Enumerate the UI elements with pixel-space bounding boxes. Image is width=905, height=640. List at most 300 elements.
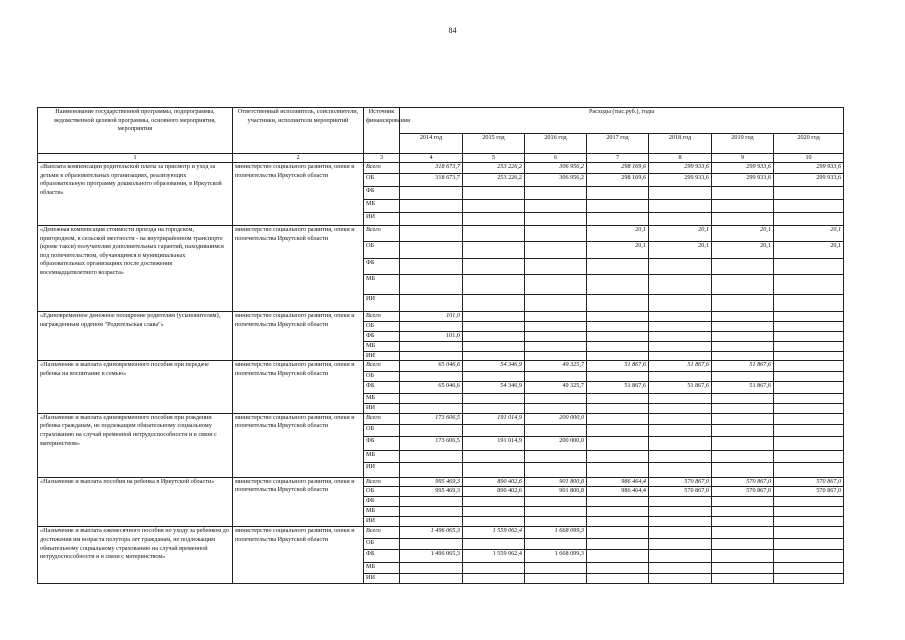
funding-source: ОБ xyxy=(364,242,400,259)
expense-value: 173 606,5 xyxy=(400,436,463,450)
expense-value: 51 867,6 xyxy=(712,381,774,393)
funding-source: МБ xyxy=(364,341,400,351)
expense-value xyxy=(400,187,463,200)
expense-value xyxy=(774,200,844,213)
expense-value xyxy=(712,259,774,275)
expense-value xyxy=(649,424,712,436)
funding-source: Всего xyxy=(364,361,400,372)
expense-value xyxy=(587,393,649,403)
expense-value xyxy=(400,574,463,584)
expense-value xyxy=(400,393,463,403)
expense-value xyxy=(400,322,463,332)
expense-value xyxy=(525,563,587,574)
expense-value: 65 046,6 xyxy=(400,381,463,393)
column-number: 5 xyxy=(463,154,525,163)
expense-value: 253 226,2 xyxy=(463,163,525,174)
page-number: 84 xyxy=(448,26,457,35)
expense-value xyxy=(649,462,712,477)
funding-source: ФБ xyxy=(364,331,400,341)
expense-value xyxy=(587,497,649,507)
expense-value xyxy=(463,322,525,332)
expense-value xyxy=(525,462,587,477)
column-number: 2 xyxy=(233,154,364,163)
expense-value xyxy=(587,213,649,226)
header-year: 2019 год xyxy=(712,134,774,154)
expense-value xyxy=(712,574,774,584)
expense-value: 51 867,6 xyxy=(712,361,774,372)
expense-value xyxy=(774,424,844,436)
expense-value: 253 226,2 xyxy=(463,174,525,187)
expense-value: 200 000,0 xyxy=(525,436,587,450)
header-source: Источник финансирования xyxy=(364,108,400,154)
expense-value xyxy=(774,574,844,584)
expense-value xyxy=(712,341,774,351)
expense-value xyxy=(525,393,587,403)
expense-value xyxy=(774,381,844,393)
expense-value xyxy=(525,450,587,462)
header-year: 2018 год xyxy=(649,134,712,154)
header-expenses: Расходы (тыс.руб.), годы xyxy=(400,108,844,134)
expense-value: 65 046,6 xyxy=(400,361,463,372)
expense-value xyxy=(774,497,844,507)
expense-value xyxy=(774,213,844,226)
expense-value xyxy=(525,226,587,242)
expense-value xyxy=(587,331,649,341)
expense-value xyxy=(587,517,649,527)
executor: министерство социального развития, опеки и попечительства Иркутской области xyxy=(233,163,364,226)
expense-value xyxy=(587,351,649,361)
expense-value: 299 933,6 xyxy=(774,163,844,174)
header-executor: Ответственный исполнитель, соисполнители, участники, исполнители мероприятий xyxy=(233,108,364,154)
expense-value xyxy=(649,259,712,275)
expense-value xyxy=(712,527,774,539)
expense-value xyxy=(587,462,649,477)
expense-value: 299 933,6 xyxy=(712,174,774,187)
expense-value xyxy=(712,413,774,424)
expense-value: 901 800,8 xyxy=(525,487,587,497)
funding-source: МБ xyxy=(364,200,400,213)
expense-value xyxy=(463,331,525,341)
funding-source: ИИ xyxy=(364,351,400,361)
expense-value xyxy=(774,187,844,200)
expense-value xyxy=(463,200,525,213)
expense-value xyxy=(463,187,525,200)
expense-value: 191 014,9 xyxy=(463,436,525,450)
header-year: 2017 год xyxy=(587,134,649,154)
expense-value xyxy=(463,242,525,259)
expense-value xyxy=(525,275,587,295)
expense-value: 570 867,0 xyxy=(712,487,774,497)
expense-value: 299 933,6 xyxy=(649,163,712,174)
expense-value: 20,1 xyxy=(712,242,774,259)
expense-value xyxy=(649,372,712,382)
expense-value xyxy=(774,322,844,332)
expense-value: 995 469,3 xyxy=(400,487,463,497)
expense-value xyxy=(587,295,649,312)
funding-source: ОБ xyxy=(364,424,400,436)
expense-value: 200 000,0 xyxy=(525,413,587,424)
expense-value xyxy=(587,550,649,563)
expense-value xyxy=(774,527,844,539)
expense-value xyxy=(400,341,463,351)
funding-source: ФБ xyxy=(364,381,400,393)
expense-value xyxy=(649,517,712,527)
expense-value xyxy=(587,341,649,351)
funding-source: МБ xyxy=(364,563,400,574)
expense-value xyxy=(400,450,463,462)
expense-value: 49 325,7 xyxy=(525,361,587,372)
expense-value xyxy=(525,295,587,312)
funding-source: ОБ xyxy=(364,539,400,550)
expense-value xyxy=(774,341,844,351)
funding-source: ОБ xyxy=(364,322,400,332)
expense-value xyxy=(712,403,774,413)
event-name: «Единовременное денежное поощрение родителям (усыновителям), награжденным орденом "Родительская слава"» xyxy=(38,312,233,361)
expense-value xyxy=(463,341,525,351)
expense-value xyxy=(400,497,463,507)
executor: министерство социального развития, опеки и попечительства Иркутской области xyxy=(233,477,364,527)
expense-value xyxy=(587,424,649,436)
expense-value xyxy=(463,393,525,403)
expense-value xyxy=(463,563,525,574)
expense-value xyxy=(774,403,844,413)
column-number: 7 xyxy=(587,154,649,163)
table-row xyxy=(38,361,844,372)
funding-source: ИИ xyxy=(364,403,400,413)
expense-value xyxy=(649,403,712,413)
expense-value xyxy=(712,497,774,507)
expense-value xyxy=(649,507,712,517)
expense-value xyxy=(649,450,712,462)
expense-value: 1 668 099,3 xyxy=(525,550,587,563)
expense-value xyxy=(587,403,649,413)
expense-value: 299 933,6 xyxy=(774,174,844,187)
expense-value: 101,0 xyxy=(400,312,463,322)
expense-value xyxy=(525,497,587,507)
column-number: 8 xyxy=(649,154,712,163)
expense-value xyxy=(774,372,844,382)
expense-value xyxy=(649,574,712,584)
expense-value xyxy=(525,312,587,322)
expense-value: 20,1 xyxy=(774,242,844,259)
executor: министерство социального развития, опеки и попечительства Иркутской области xyxy=(233,361,364,414)
expense-value xyxy=(649,351,712,361)
expense-value: 20,1 xyxy=(649,242,712,259)
expense-value xyxy=(525,242,587,259)
expense-value xyxy=(774,295,844,312)
expense-value: 51 867,6 xyxy=(587,361,649,372)
expense-value xyxy=(712,393,774,403)
table-row xyxy=(38,477,844,487)
funding-source: ОБ xyxy=(364,487,400,497)
expense-value xyxy=(712,322,774,332)
header-year: 2016 год xyxy=(525,134,587,154)
header-year: 2020 год xyxy=(774,134,844,154)
expense-value xyxy=(649,539,712,550)
expense-value xyxy=(400,424,463,436)
column-number: 3 xyxy=(364,154,400,163)
expense-value xyxy=(400,213,463,226)
expense-value xyxy=(463,574,525,584)
table-row xyxy=(38,312,844,322)
expense-value xyxy=(400,372,463,382)
expense-value xyxy=(649,341,712,351)
expense-value xyxy=(712,213,774,226)
expense-value xyxy=(525,322,587,332)
expense-value xyxy=(587,200,649,213)
expense-value xyxy=(400,462,463,477)
expense-value xyxy=(400,259,463,275)
expense-value xyxy=(463,351,525,361)
expense-value xyxy=(400,507,463,517)
expense-value xyxy=(400,351,463,361)
funding-source: Всего xyxy=(364,226,400,242)
expense-value xyxy=(463,295,525,312)
expense-value: 101,0 xyxy=(400,331,463,341)
expense-value xyxy=(525,372,587,382)
expense-value xyxy=(712,550,774,563)
expense-value: 1 559 062,4 xyxy=(463,527,525,539)
expense-value xyxy=(463,517,525,527)
expense-value xyxy=(525,259,587,275)
table-row xyxy=(38,226,844,242)
expense-value: 1 496 065,3 xyxy=(400,550,463,563)
event-name: «Назначение и выплата единовременного пособия при рождении ребенка гражданам, не подлежащим обязательному социальному страхованию на случай временной нетрудоспособности и в связи с материнством» xyxy=(38,413,233,477)
expense-value xyxy=(587,187,649,200)
expense-value xyxy=(774,539,844,550)
expense-value xyxy=(774,312,844,322)
expense-value: 901 800,8 xyxy=(525,477,587,487)
expense-value xyxy=(649,312,712,322)
expense-value xyxy=(587,275,649,295)
expense-value xyxy=(587,527,649,539)
expense-value xyxy=(525,517,587,527)
expense-value xyxy=(525,213,587,226)
expense-value xyxy=(774,462,844,477)
executor: министерство социального развития, опеки и попечительства Иркутской области xyxy=(233,226,364,312)
expense-value: 20,1 xyxy=(774,226,844,242)
event-name: «Выплата компенсации родительской платы за присмотр и уход за детьми в образовательных организациях, реализующих образовательную программу дошкольного образования, в Иркутской области» xyxy=(38,163,233,226)
expense-value xyxy=(712,462,774,477)
expense-value xyxy=(774,563,844,574)
expense-value: 890 402,6 xyxy=(463,477,525,487)
expense-value xyxy=(712,275,774,295)
expense-value xyxy=(649,295,712,312)
expense-value: 986 464,4 xyxy=(587,477,649,487)
funding-source: Всего xyxy=(364,477,400,487)
expense-value: 20,1 xyxy=(649,226,712,242)
expense-value xyxy=(649,322,712,332)
event-name: «Назначение и выплата ежемесячного пособия по уходу за ребенком до достижения им возраста полутора лет гражданам, не подлежащим обязательному социальному страхованию на случай временной нетрудоспособности и в связи с материнством» xyxy=(38,527,233,584)
expense-value xyxy=(712,539,774,550)
expense-value xyxy=(712,295,774,312)
expense-value xyxy=(649,200,712,213)
expense-value: 54 346,9 xyxy=(463,361,525,372)
expense-value xyxy=(712,424,774,436)
expense-value xyxy=(463,226,525,242)
expense-value xyxy=(649,275,712,295)
expense-value: 570 867,0 xyxy=(774,477,844,487)
expense-value xyxy=(649,213,712,226)
expense-value xyxy=(587,322,649,332)
expense-value xyxy=(774,259,844,275)
funding-source: МБ xyxy=(364,507,400,517)
header-year: 2014 год xyxy=(400,134,463,154)
funding-source: ФБ xyxy=(364,259,400,275)
funding-source: МБ xyxy=(364,393,400,403)
expense-value xyxy=(712,331,774,341)
expense-value xyxy=(712,507,774,517)
expense-value: 20,1 xyxy=(587,226,649,242)
expense-value xyxy=(587,413,649,424)
funding-source: ИИ xyxy=(364,295,400,312)
expense-value xyxy=(649,331,712,341)
event-name: «Денежная компенсация стоимости проезда на городском, пригородном, в сельской местности - на внутрирайонном транспорте (кроме такси) получателям дополнительных гарантий, находившимся под попечительством, обучающимся в муниципальных образовательных организациях после достижения восемнадцатилетнего возраста» xyxy=(38,226,233,312)
budget-table xyxy=(37,107,844,584)
expense-value xyxy=(400,275,463,295)
expense-value: 51 867,6 xyxy=(649,381,712,393)
expense-value: 570 867,0 xyxy=(649,487,712,497)
expense-value: 299 933,6 xyxy=(649,174,712,187)
expense-value xyxy=(774,361,844,372)
expense-value xyxy=(587,563,649,574)
expense-value: 1 668 099,3 xyxy=(525,527,587,539)
expense-value xyxy=(400,226,463,242)
expense-value xyxy=(463,539,525,550)
expense-value: 54 346,9 xyxy=(463,381,525,393)
funding-source: ФБ xyxy=(364,187,400,200)
expense-value xyxy=(525,507,587,517)
column-number: 9 xyxy=(712,154,774,163)
expense-value xyxy=(712,450,774,462)
expense-value xyxy=(587,436,649,450)
expense-value xyxy=(712,200,774,213)
expense-value xyxy=(712,517,774,527)
table-row xyxy=(38,413,844,424)
expense-value xyxy=(463,450,525,462)
expense-value xyxy=(712,563,774,574)
expense-value xyxy=(712,372,774,382)
expense-value xyxy=(587,450,649,462)
expense-value xyxy=(463,312,525,322)
expense-value xyxy=(400,563,463,574)
expense-value xyxy=(587,259,649,275)
expense-value: 570 867,0 xyxy=(712,477,774,487)
expense-value xyxy=(525,187,587,200)
funding-source: Всего xyxy=(364,527,400,539)
expense-value: 318 673,7 xyxy=(400,174,463,187)
expense-value xyxy=(525,403,587,413)
expense-value xyxy=(587,574,649,584)
expense-value xyxy=(649,187,712,200)
funding-source: ФБ xyxy=(364,497,400,507)
expense-value xyxy=(587,372,649,382)
expense-value xyxy=(463,372,525,382)
expense-value xyxy=(525,341,587,351)
expense-value xyxy=(774,517,844,527)
expense-value xyxy=(774,507,844,517)
funding-source: ОБ xyxy=(364,372,400,382)
expense-value: 1 559 062,4 xyxy=(463,550,525,563)
funding-source: Всего xyxy=(364,163,400,174)
expense-value xyxy=(712,436,774,450)
expense-value xyxy=(774,393,844,403)
funding-source: ИИ xyxy=(364,574,400,584)
funding-source: ОБ xyxy=(364,174,400,187)
expense-value: 173 606,5 xyxy=(400,413,463,424)
expense-value: 986 464,4 xyxy=(587,487,649,497)
expense-value xyxy=(525,331,587,341)
expense-value xyxy=(525,574,587,584)
table-row xyxy=(38,527,844,539)
expense-value xyxy=(400,295,463,312)
executor: министерство социального развития, опеки и попечительства Иркутской области xyxy=(233,312,364,361)
expense-value: 51 867,6 xyxy=(649,361,712,372)
expense-value xyxy=(525,351,587,361)
column-number: 4 xyxy=(400,154,463,163)
expense-value: 298 169,6 xyxy=(587,163,649,174)
column-number: 6 xyxy=(525,154,587,163)
funding-source: ФБ xyxy=(364,436,400,450)
executor: министерство социального развития, опеки и попечительства Иркутской области xyxy=(233,527,364,584)
executor: министерство социального развития, опеки и попечительства Иркутской области xyxy=(233,413,364,477)
expense-value: 191 014,9 xyxy=(463,413,525,424)
expense-value: 995 469,3 xyxy=(400,477,463,487)
expense-value xyxy=(587,539,649,550)
expense-value xyxy=(587,507,649,517)
expense-value xyxy=(774,450,844,462)
expense-value: 299 933,6 xyxy=(712,163,774,174)
expense-value xyxy=(774,351,844,361)
expense-value xyxy=(712,351,774,361)
expense-value xyxy=(463,213,525,226)
expense-value xyxy=(463,507,525,517)
funding-source: Всего xyxy=(364,413,400,424)
expense-value: 49 325,7 xyxy=(525,381,587,393)
expense-value xyxy=(774,436,844,450)
expense-value xyxy=(400,539,463,550)
expense-value xyxy=(463,259,525,275)
funding-source: МБ xyxy=(364,275,400,295)
expense-value: 1 496 065,3 xyxy=(400,527,463,539)
expense-value: 51 867,6 xyxy=(587,381,649,393)
funding-source: Всего xyxy=(364,312,400,322)
expense-value: 20,1 xyxy=(587,242,649,259)
expense-value xyxy=(525,539,587,550)
expense-value xyxy=(649,497,712,507)
expense-value xyxy=(649,393,712,403)
event-name: «Назначение и выплата пособия на ребенка в Иркутской области» xyxy=(38,477,233,527)
expense-value xyxy=(774,413,844,424)
funding-source: ФБ xyxy=(364,550,400,563)
expense-value: 318 673,7 xyxy=(400,163,463,174)
expense-value: 298 169,6 xyxy=(587,174,649,187)
expense-value: 306 956,2 xyxy=(525,163,587,174)
expense-value: 20,1 xyxy=(712,226,774,242)
expense-value xyxy=(525,424,587,436)
expense-value xyxy=(774,331,844,341)
expense-value xyxy=(774,275,844,295)
expense-value: 570 867,0 xyxy=(774,487,844,497)
funding-source: ИИ xyxy=(364,462,400,477)
expense-value: 890 402,6 xyxy=(463,487,525,497)
expense-value xyxy=(649,563,712,574)
expense-value: 570 867,0 xyxy=(649,477,712,487)
expense-value xyxy=(774,550,844,563)
expense-value xyxy=(525,200,587,213)
expense-value xyxy=(400,242,463,259)
expense-value xyxy=(649,550,712,563)
